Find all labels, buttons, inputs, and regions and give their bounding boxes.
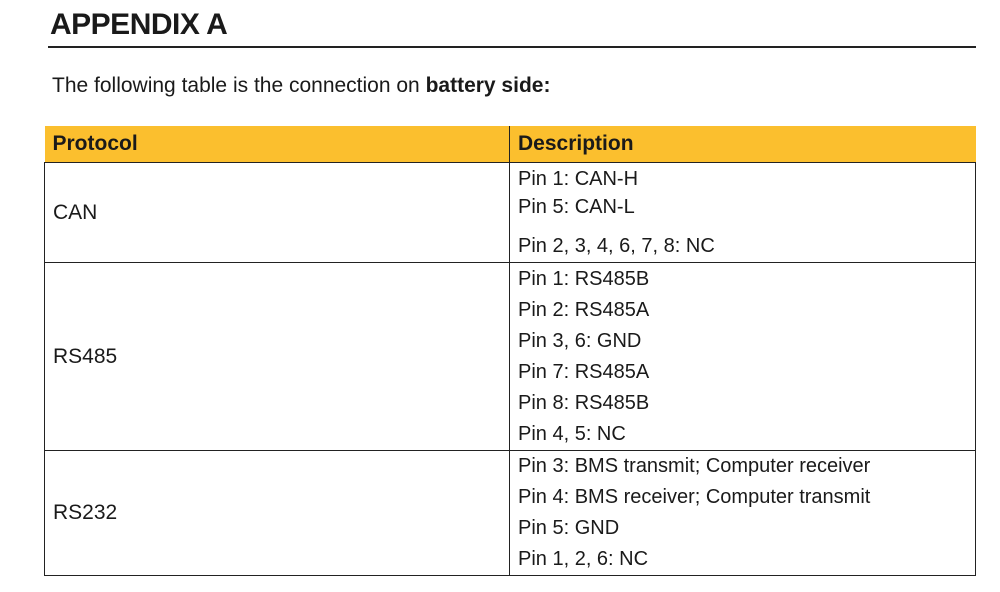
pin-line: Pin 1, 2, 6: NC [518,548,649,570]
description-cell-rs232 [510,451,976,576]
pin-line: Pin 4, 5: NC [518,422,626,445]
intro-text: The following table is the connection on [52,74,426,97]
pin-line: Pin 2: RS485A [518,298,650,321]
intro-emphasis: battery side: [425,74,551,97]
description-cell-rs485 [510,263,976,451]
pin-line: Pin 5: GND [518,517,620,539]
pin-line: Pin 3, 6: GND [518,329,642,352]
protocol-cell-rs485: RS485 [45,263,510,451]
table-row-rs485 [45,263,976,451]
appendix-heading: APPENDIX A [50,8,228,41]
pin-line: Pin 3: BMS transmit; Computer receiver [518,455,871,477]
intro-paragraph [52,72,550,100]
header-description: Description [510,126,976,163]
table-row-rs232 [45,451,976,576]
pin-line: Pin 7: RS485A [518,360,650,383]
pin-line: Pin 2, 3, 4, 6, 7, 8: NC [518,235,715,257]
heading-divider [48,46,976,48]
table-header-row [45,126,976,163]
pin-line: Pin 1: RS485B [518,267,650,290]
pin-line: Pin 1: CAN-H [518,168,639,190]
protocol-cell-rs232: RS232 [45,451,510,576]
protocol-cell-can: CAN [45,163,510,263]
pin-line: Pin 8: RS485B [518,391,650,414]
table-row-can [45,163,976,263]
connection-table [44,126,976,576]
pin-line: Pin 4: BMS receiver; Computer transmit [518,486,871,508]
pin-line: Pin 5: CAN-L [518,196,635,218]
header-protocol: Protocol [45,126,510,163]
description-cell-can [510,163,976,263]
